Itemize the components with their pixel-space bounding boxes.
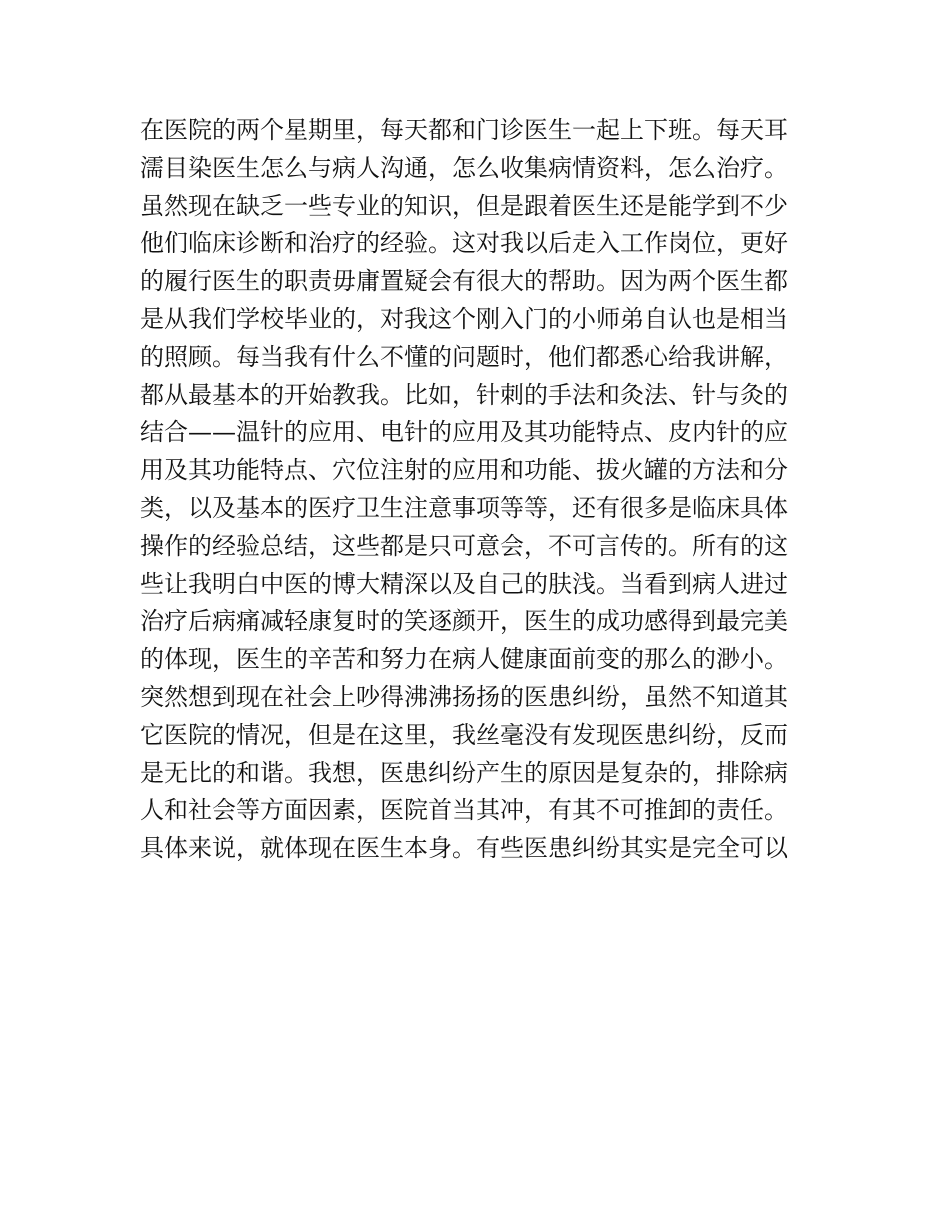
body-paragraph bbox=[140, 112, 820, 868]
text-line: 是从我们学校毕业的，对我这个刚入门的小师弟自认也是相当 bbox=[140, 304, 788, 333]
text-line: 在医院的两个星期里，每天都和门诊医生一起上下班。每天耳 bbox=[140, 116, 788, 144]
text-line: 治疗后病痛减轻康复时的笑逐颜开，医生的成功感得到最完美 bbox=[140, 607, 788, 636]
text-line: 具体来说，就体现在医生本身。有些医患纠纷其实是完全可以 bbox=[140, 834, 788, 863]
text-line: 结合——温针的应用、电针的应用及其功能特点、皮内针的应 bbox=[140, 418, 788, 447]
text-line: 的体现，医生的辛苦和努力在病人健康面前变的那么的渺小。 bbox=[140, 645, 788, 674]
text-line: 突然想到现在社会上吵得沸沸扬扬的医患纠纷，虽然不知道其 bbox=[140, 682, 788, 711]
text-line: 他们临床诊断和治疗的经验。这对我以后走入工作岗位，更好 bbox=[140, 229, 788, 258]
text-line: 的履行医生的职责毋庸置疑会有很大的帮助。因为两个医生都 bbox=[140, 267, 788, 296]
text-line: 类，以及基本的医疗卫生注意事项等等，还有很多是临床具体 bbox=[140, 493, 788, 522]
text-line: 都从最基本的开始教我。比如，针刺的手法和灸法、针与灸的 bbox=[140, 380, 788, 409]
text-line: 是无比的和谐。我想，医患纠纷产生的原因是复杂的，排除病 bbox=[140, 758, 788, 787]
text-line: 的照顾。每当我有什么不懂的问题时，他们都悉心给我讲解， bbox=[140, 342, 788, 371]
text-line: 濡目染医生怎么与病人沟通，怎么收集病情资料，怎么治疗。 bbox=[140, 153, 788, 182]
text-line: 些让我明白中医的博大精深以及自己的肤浅。当看到病人进过 bbox=[140, 569, 788, 598]
text-line: 人和社会等方面因素，医院首当其冲，有其不可推卸的责任。 bbox=[140, 796, 788, 825]
text-line: 它医院的情况，但是在这里，我丝毫没有发现医患纠纷，反而 bbox=[140, 720, 788, 749]
text-line: 虽然现在缺乏一些专业的知识，但是跟着医生还是能学到不少 bbox=[140, 191, 788, 220]
text-line: 用及其功能特点、穴位注射的应用和功能、拔火罐的方法和分 bbox=[140, 456, 788, 485]
text-line: 操作的经验总结，这些都是只可意会，不可言传的。所有的这 bbox=[140, 531, 788, 560]
